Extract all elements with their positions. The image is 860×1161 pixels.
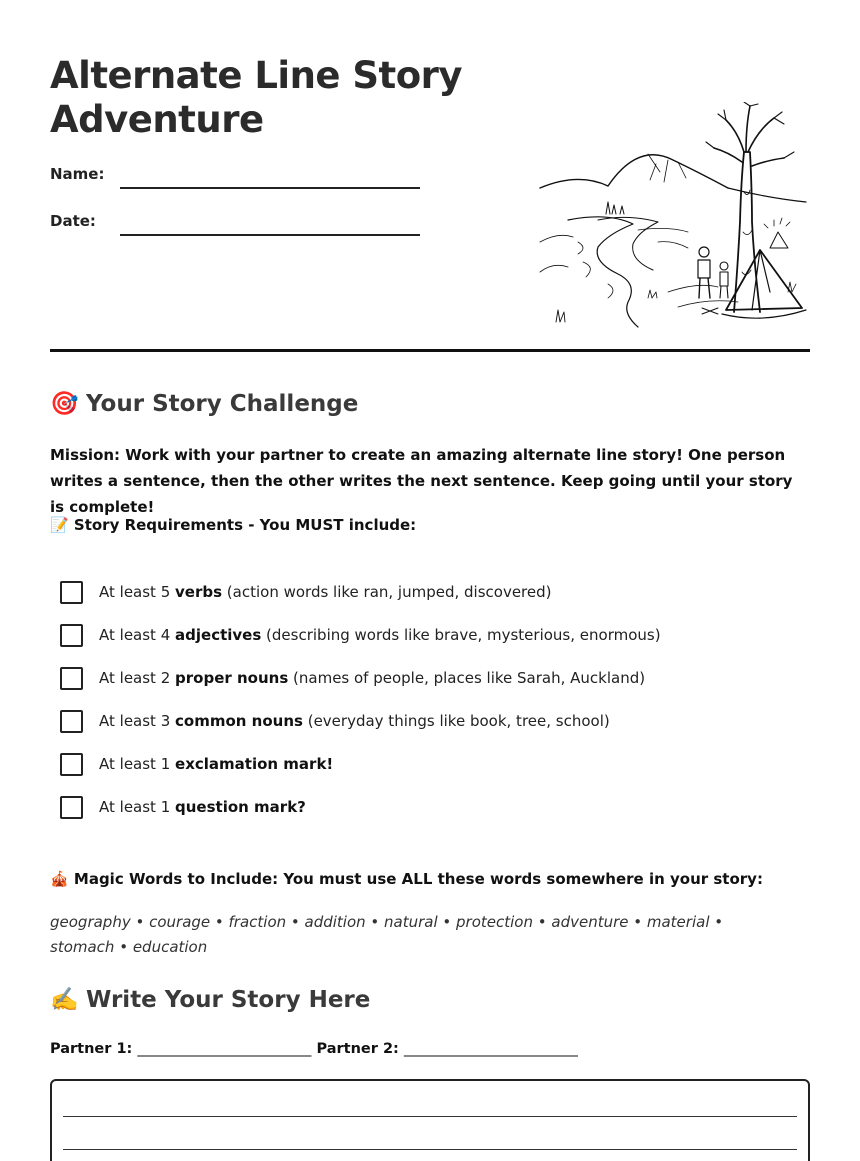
- requirement-item: [60, 753, 800, 796]
- requirement-item: [60, 624, 800, 667]
- requirement-text: At least 3 common nouns (everyday things like book, tree, school): [99, 712, 610, 730]
- story-challenge-heading-text: Your Story Challenge: [86, 390, 359, 417]
- requirement-checkbox[interactable]: [60, 581, 83, 604]
- requirement-checkbox[interactable]: [60, 624, 83, 647]
- date-field: [50, 212, 96, 230]
- story-challenge-heading: [50, 390, 358, 417]
- writing-hand-icon: ✍️: [50, 987, 79, 1013]
- requirement-item: [60, 581, 800, 624]
- requirement-checkbox[interactable]: [60, 667, 83, 690]
- magic-words-list: geography • courage • fraction • addition • natural • protection • adventure • material • stomach • education: [50, 913, 724, 956]
- page-title: Alternate Line Story Adventure: [50, 54, 463, 141]
- dart-target-icon: 🎯: [50, 391, 79, 417]
- story-writing-box[interactable]: [50, 1079, 810, 1161]
- requirement-item: [60, 667, 800, 710]
- story-write-line[interactable]: [63, 1116, 797, 1117]
- partner-1-label: Partner 1:: [50, 1041, 133, 1057]
- worksheet-header: [50, 0, 810, 352]
- name-write-line[interactable]: [120, 187, 420, 189]
- worksheet: [50, 0, 810, 1057]
- write-story-heading-text: Write Your Story Here: [86, 986, 371, 1013]
- date-label: Date:: [50, 212, 96, 230]
- requirements-checklist: [60, 581, 800, 839]
- requirement-text: At least 1 exclamation mark!: [99, 755, 334, 773]
- story-write-line[interactable]: [63, 1149, 797, 1150]
- requirement-checkbox[interactable]: [60, 710, 83, 733]
- camping-scene-illustration: [538, 102, 810, 330]
- magic-words-heading: 🎪 Magic Words to Include: You must use ALL these words somewhere in your story:: [50, 870, 763, 888]
- name-label: Name:: [50, 165, 105, 183]
- partner-2-label: Partner 2:: [316, 1041, 399, 1057]
- partner-2-blank[interactable]: ________________________: [403, 1041, 578, 1057]
- requirement-text: At least 1 question mark?: [99, 798, 306, 816]
- name-field: [50, 165, 104, 183]
- partner-names-row: [50, 1041, 578, 1057]
- requirement-text: At least 5 verbs (action words like ran, jumped, discovered): [99, 583, 552, 601]
- requirement-item: [60, 796, 800, 839]
- requirement-text: At least 2 proper nouns (names of people, places like Sarah, Auckland): [99, 669, 646, 687]
- requirement-checkbox[interactable]: [60, 753, 83, 776]
- date-write-line[interactable]: [120, 234, 420, 236]
- requirement-item: [60, 710, 800, 753]
- mission-text: Mission: Work with your partner to create an amazing alternate line story! One person writes a sentence, then the other writes the next sentence. Keep going until your story is complete!: [50, 446, 793, 516]
- requirements-heading: 📝 Story Requirements - You MUST include:: [50, 516, 417, 534]
- partner-1-blank[interactable]: ________________________: [137, 1041, 312, 1057]
- write-story-heading: [50, 986, 370, 1013]
- requirement-checkbox[interactable]: [60, 796, 83, 819]
- requirement-text: At least 4 adjectives (describing words like brave, mysterious, enormous): [99, 626, 661, 644]
